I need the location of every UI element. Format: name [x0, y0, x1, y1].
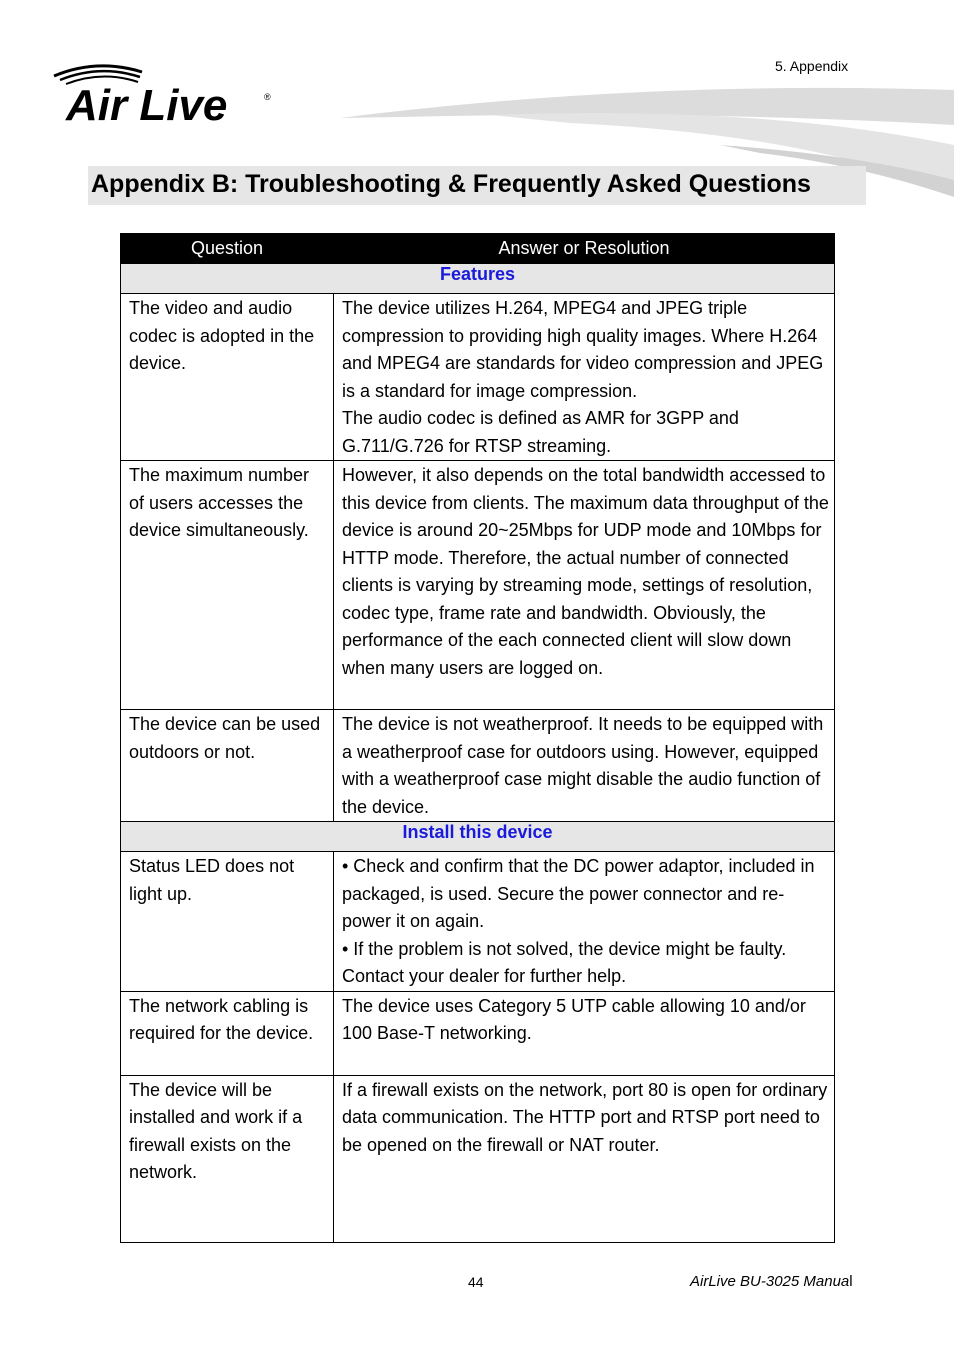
table-row [121, 852, 835, 992]
answer-paragraph: • If the problem is not solved, the device might be faulty. Contact your dealer for further help. [342, 938, 787, 986]
column-header-answer: Answer or Resolution [334, 234, 835, 264]
question-cell: The device will be installed and work if a firewall exists on the network. [121, 1075, 334, 1242]
question-cell: The maximum number of users accesses the device simultaneously. [121, 461, 334, 710]
column-header-question: Question [121, 234, 334, 264]
airlive-logo [52, 58, 282, 128]
answer-cell [334, 294, 835, 461]
answer-paragraph: • Check and confirm that the DC power adaptor, included in packaged, is used. Secure the power connector and re-power it on again. [342, 856, 815, 931]
section-label: 5. Appendix [775, 58, 849, 74]
table-row [121, 1075, 835, 1242]
title-bar [88, 166, 866, 205]
page-title: Appendix B: Troubleshooting & Frequently Asked Questions [91, 170, 811, 198]
question-cell: Status LED does not light up. [121, 852, 334, 992]
table-row [121, 991, 835, 1075]
section-label: Install this device [121, 822, 835, 852]
question-cell: The device can be used outdoors or not. [121, 710, 334, 822]
table-row [121, 710, 835, 822]
answer-cell [334, 461, 835, 710]
section-label: Features [121, 264, 835, 294]
svg-text:®: ® [264, 92, 271, 102]
manual-name [690, 1273, 853, 1290]
table-header-row [121, 234, 835, 264]
answer-paragraph: The device is not weatherproof. It needs to be equipped with a weatherproof case for outdoors using. However, equipped with a weatherproof case might disable the audio function of the device. [342, 714, 824, 817]
section-row-features [121, 264, 835, 294]
manual-name-italic: AirLive BU-3025 Manua [690, 1273, 850, 1290]
answer-cell [334, 991, 835, 1075]
answer-paragraph: If a firewall exists on the network, port 80 is open for ordinary data communication. The HTTP port and RTSP port need to be opened on the firewall or NAT router. [342, 1079, 828, 1155]
table-row [121, 461, 835, 710]
faq-table [120, 233, 835, 1243]
svg-text:Air Live: Air Live [66, 81, 228, 128]
manual-name-tail: l [849, 1273, 853, 1290]
table-row [121, 294, 835, 461]
question-cell: The network cabling is required for the device. [121, 991, 334, 1075]
answer-cell [334, 710, 835, 822]
answer-cell [334, 852, 835, 992]
question-cell: The video and audio codec is adopted in the device. [121, 294, 334, 461]
answer-paragraph: However, it also depends on the total bandwidth accessed to this device from clients. The maximum data throughput of the device is around 20~25Mbps for UDP mode and 10Mbps for HTTP mode. Therefore, the actual number of connected clients is varying by streaming mode, settings of resolution, codec type, frame rate and bandwidth. Obviously, the performance of the each connected client will slow down when many users are logged on. [342, 465, 829, 678]
page-number: 44 [468, 1274, 484, 1290]
answer-cell [334, 1075, 835, 1242]
answer-paragraph: The device uses Category 5 UTP cable allowing 10 and/or 100 Base-T networking. [342, 995, 806, 1043]
answer-paragraph: The device utilizes H.264, MPEG4 and JPEG triple compression to providing high quality images. Where H.264 and MPEG4 are standards for video compression and JPEG is a standard for image compression. [342, 298, 824, 401]
section-row-install [121, 822, 835, 852]
answer-paragraph: The audio codec is defined as AMR for 3GPP and G.711/G.726 for RTSP streaming. [342, 408, 739, 456]
